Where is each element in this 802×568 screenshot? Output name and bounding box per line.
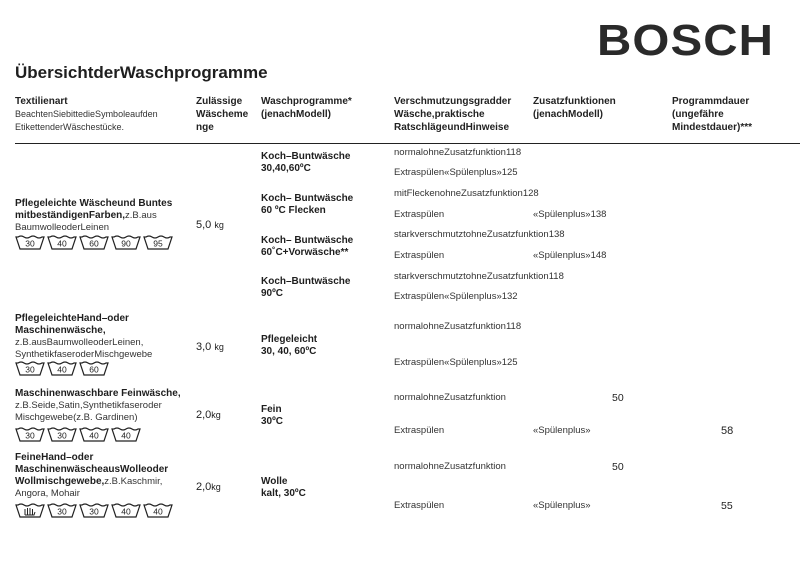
hand-glyph (25, 508, 35, 515)
group1-load (196, 219, 224, 231)
group2-textile (15, 313, 152, 361)
wash-tub-icon (15, 360, 45, 376)
group2-textile-1: PflegeleichteHand–oder (15, 313, 129, 324)
group3-load-unit: kg (211, 410, 221, 420)
group1-program-3-temp: 60˚C+Vorwäsche** (261, 247, 349, 258)
group2-textile-4: SynthetikfaseroderMischgewebe (15, 349, 153, 360)
wash-temperature-label: 40 (153, 506, 163, 517)
wash-temperature-label: 60 (89, 364, 99, 375)
header-textile-label: Textilienart (15, 96, 68, 107)
group1-row-4-extra: «Spülenplus»138 (533, 209, 607, 220)
header-divider (15, 143, 800, 144)
brand-logo: BOSCH (597, 16, 775, 65)
wash-temperature-label: 30 (25, 238, 35, 249)
wash-temperature-label: 40 (57, 364, 67, 375)
wash-temperature-label: 30 (57, 506, 67, 517)
group4-load-unit: kg (211, 482, 221, 492)
group4-textile-4: Angora, Mohair (15, 488, 80, 499)
header-load-2: Wäscheme (196, 109, 249, 120)
header-program (261, 95, 352, 121)
header-load-3: nge (196, 122, 214, 133)
group1-program-4-temp: 90ºC (261, 288, 283, 299)
header-duration (672, 95, 752, 134)
group1-row-4-soil: Extraspülen (394, 209, 445, 220)
group4-row-1-time: 50 (612, 461, 624, 473)
group1-row-5-soil: starkverschmutztohneZusatzfunktion138 (394, 229, 565, 240)
wash-temperature-label: 30 (57, 430, 67, 441)
group2-load-value: 3,0 (196, 341, 212, 353)
header-extra-2: (jenachModell) (533, 109, 604, 120)
header-textile-note-1: BeachtenSiebittedieSymboleaufden (15, 109, 158, 119)
group4-load (196, 481, 221, 493)
group1-program-3-name: Koch– Buntwäsche (261, 235, 354, 246)
wash-temperature-label: 30 (25, 430, 35, 441)
wash-tub-icon (111, 502, 141, 518)
group3-row-1-soil: normalohneZusatzfunktion (394, 392, 506, 403)
header-program-1: Waschprogramme* (261, 96, 352, 107)
group4-row-1-soil: normalohneZusatzfunktion (394, 461, 506, 472)
group4-row-2-soil: Extraspülen (394, 500, 445, 511)
header-textile-note-2: EtikettenderWäschestücke. (15, 122, 125, 132)
group4-load-value: 2,0 (196, 481, 212, 493)
group2-load-unit: kg (214, 342, 224, 352)
wash-tub-icon (15, 426, 45, 442)
group3-row-2-time: 58 (721, 425, 734, 437)
group3-care-symbols (15, 426, 141, 442)
wash-tub-icon (143, 502, 173, 518)
group3-program (261, 404, 283, 428)
wash-tub-icon (47, 360, 77, 376)
wash-tub-icon (79, 360, 109, 376)
header-soil-1: Verschmutzungsgradder (394, 96, 512, 107)
wash-tub-icon (111, 234, 141, 250)
group3-program-name: Fein (261, 404, 282, 415)
wash-tub-icon (47, 502, 77, 518)
group1-program-1-temp: 30,40,60ºC (261, 163, 311, 174)
group1-program-2-name: Koch– Buntwäsche (261, 193, 354, 204)
page-title: ÜbersichtderWaschprogramme (15, 63, 268, 82)
header-load-1: Zulässige (196, 96, 243, 107)
header-duration-1: Programmdauer (672, 96, 750, 107)
wash-temperature-label: 95 (153, 238, 163, 249)
group1-row-3-soil: mitFleckenohneZusatzfunktion128 (394, 188, 539, 199)
header-textile (15, 95, 158, 134)
header-extra (533, 95, 616, 121)
header-soil (394, 95, 511, 134)
wash-temperature-label: 40 (121, 430, 131, 441)
group2-textile-3: z.B.ausBaumwolleoderLeinen, (15, 337, 144, 348)
wash-tub-icon (47, 234, 77, 250)
group4-textile (15, 452, 168, 500)
group4-textile-1: FeineHand–oder (15, 452, 94, 463)
wash-tub-icon (111, 426, 141, 442)
group1-row-1-soil: normalohneZusatzfunktion118 (394, 147, 522, 158)
group2-program-temp: 30, 40, 60ºC (261, 346, 317, 357)
group2-care-symbols (15, 360, 109, 376)
group2-program (261, 334, 317, 358)
wash-tub-icon (47, 426, 77, 442)
group4-row-2-time: 55 (721, 500, 733, 512)
group1-textile (15, 198, 172, 234)
group3-row-1-time: 50 (612, 392, 624, 404)
group1-program-2 (261, 193, 353, 217)
header-duration-2: (ungefähre (672, 109, 724, 120)
group3-row-2-soil: Extraspülen (394, 425, 445, 436)
group1-program-3 (261, 235, 353, 259)
group3-textile (15, 388, 181, 424)
header-extra-1: Zusatzfunktionen (533, 96, 616, 107)
group1-program-4 (261, 276, 350, 300)
group1-program-4-name: Koch–Buntwäsche (261, 276, 351, 287)
group2-program-name: Pflegeleicht (261, 334, 318, 345)
group3-row-2-extra: «Spülenplus» (533, 425, 591, 436)
group1-textile-2: mitbeständigenFarben, (15, 210, 126, 221)
header-duration-3: Mindestdauer)*** (672, 122, 753, 133)
group1-row-2-soil: Extraspülen«Spülenplus»125 (394, 167, 518, 178)
wash-tub-icon (15, 234, 45, 250)
wash-temperature-label: 40 (89, 430, 99, 441)
group3-textile-1: Maschinenwaschbare Feinwäsche, (15, 388, 181, 399)
group4-textile-3: Wollmischgewebe, (15, 476, 105, 487)
hand-wash-icon (15, 502, 45, 518)
group1-textile-2b: z.B.aus (125, 210, 157, 221)
group2-row-1-soil: normalohneZusatzfunktion118 (394, 321, 522, 332)
header-soil-2: Wäsche,praktische (394, 109, 485, 120)
group1-care-symbols (15, 234, 173, 250)
group1-textile-3: BaumwolleoderLeinen (15, 222, 110, 233)
group2-textile-2: Maschinenwäsche, (15, 325, 106, 336)
group4-textile-2: MaschinenwäscheausWolleoder (15, 464, 169, 475)
header-load (196, 95, 248, 134)
group3-textile-3: Mischgewebe(z.B. Gardinen) (15, 412, 138, 423)
wash-temperature-label: 30 (89, 506, 99, 517)
group4-program-temp: kalt, 30ºC (261, 488, 306, 499)
group3-load (196, 409, 221, 421)
group4-row-2-extra: «Spülenplus» (533, 500, 591, 511)
group1-row-8-soil: Extraspülen«Spülenplus»132 (394, 291, 518, 302)
wash-tub-icon (79, 502, 109, 518)
group1-row-7-soil: starkverschmutztohneZusatzfunktion118 (394, 271, 564, 282)
wash-tub-icon (79, 234, 109, 250)
group1-load-unit: kg (214, 220, 224, 230)
group3-load-value: 2,0 (196, 409, 212, 421)
group1-textile-1: Pflegeleichte Wäscheund Buntes (15, 198, 173, 209)
group2-load (196, 341, 224, 353)
group4-care-symbols (15, 502, 173, 518)
group1-program-1 (261, 151, 350, 175)
group1-row-6-extra: «Spülenplus»148 (533, 250, 607, 261)
group2-row-2-soil: Extraspülen«Spülenplus»125 (394, 357, 518, 368)
group3-textile-2: z.B.Seide,Satin,Synthetikfaseroder (15, 400, 162, 411)
header-program-2: (jenachModell) (261, 109, 332, 120)
wash-temperature-label: 90 (121, 238, 131, 249)
group1-program-1-name: Koch–Buntwäsche (261, 151, 351, 162)
header-soil-3: RatschlägeundHinweise (394, 122, 510, 133)
group1-row-6-soil: Extraspülen (394, 250, 445, 261)
wash-tub-icon (79, 426, 109, 442)
wash-tub-icon (143, 234, 173, 250)
group1-program-2-temp: 60 ºC Flecken (261, 205, 326, 216)
wash-temperature-label: 30 (25, 364, 35, 375)
group4-textile-3b: z.B.Kaschmir, (104, 476, 163, 487)
wash-temperature-label: 40 (57, 238, 67, 249)
group1-load-value: 5,0 (196, 219, 212, 231)
group4-program-name: Wolle (261, 476, 288, 487)
wash-temperature-label: 60 (89, 238, 99, 249)
group4-program (261, 476, 306, 500)
wash-temperature-label: 40 (121, 506, 131, 517)
group3-program-temp: 30ºC (261, 416, 283, 427)
